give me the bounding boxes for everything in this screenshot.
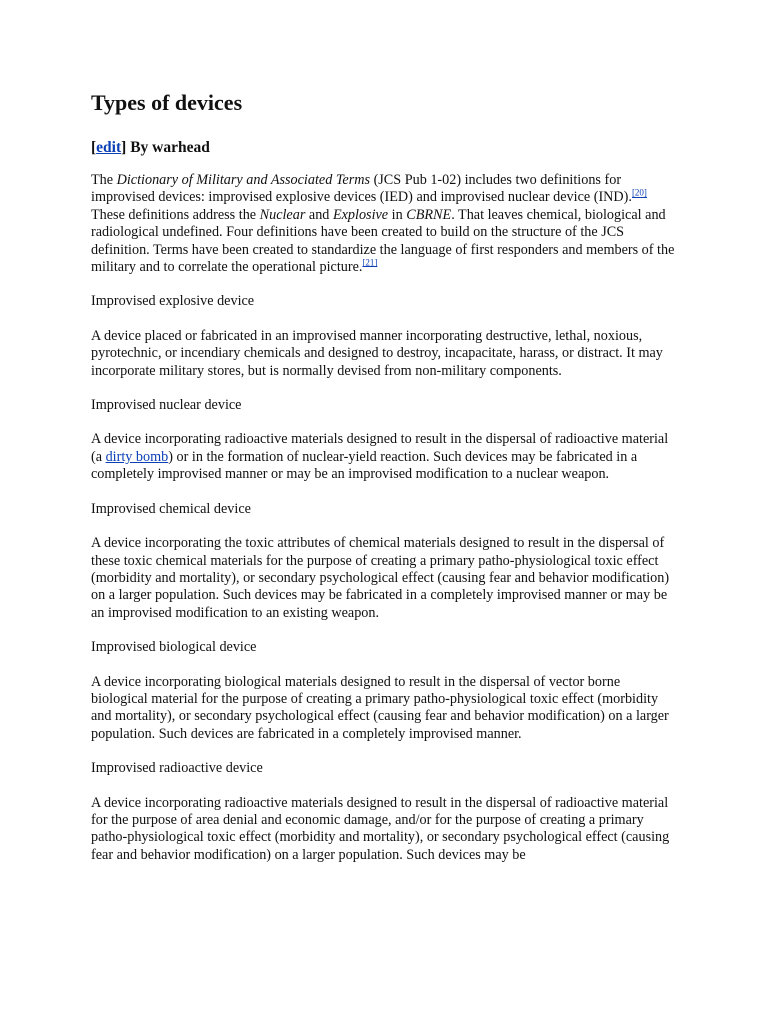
- ibd-label: Improvised biological device: [91, 639, 257, 656]
- icd-definition: A device incorporating the toxic attributes of chemical materials designed to result in the dispersal of these toxic chemical materials for the purpose of creating a primary patho-physiological toxic effect (morbidity and mortality), or secondary psychological effect (causing fear and behavior modification) on a larger population. Such devices may be fabricated in a completely improvised manner or may be an improvised modification to an existing weapon.: [91, 535, 670, 621]
- intro-paragraph: The Dictionary of Military and Associated Terms (JCS Pub 1-02) includes two definitions for improvised devices: improvised explosive devices (IED) and improvised nuclear device (IND).[20] These definitions address the Nuclear and Explosive in CBRNE. That leaves chemical, biological and radiological undefined. Four definitions have been created to build on the structure of the JCS definition. Terms have been created to standardize the language of first responders and members of the military and to correlate the operational picture.[21]: [91, 172, 675, 276]
- ied-label: Improvised explosive device: [91, 293, 255, 310]
- reference-link-21[interactable]: [21]: [362, 257, 378, 268]
- ibd-definition: A device incorporating biological materials designed to result in the dispersal of vector borne biological material for the purpose of creating a primary patho-physiological toxic effect (morbidity and mortality), or secondary psychological effect (causing fear and behavior modification) on a larger population. Such devices are fabricated in a completely improvised manner.: [91, 673, 669, 742]
- edit-link[interactable]: edit: [96, 139, 122, 156]
- dictionary-title: Dictionary of Military and Associated Terms: [116, 172, 371, 188]
- explosive-term: Explosive: [332, 206, 389, 223]
- icd-label: Improvised chemical device: [91, 500, 251, 517]
- page-title: Types of devices: [91, 90, 243, 115]
- cbrne-term: CBRNE: [406, 206, 452, 223]
- nuclear-term: Nuclear: [259, 206, 306, 223]
- reference-link-20[interactable]: [20]: [631, 187, 647, 198]
- ind-definition: A device incorporating radioactive materials designed to result in the dispersal of radioactive material (a dirty bomb) or in the formation of nuclear-yield reaction. Such devices may be fabricated in a completely improvised manner or may be an improvised modification to a nuclear weapon.: [91, 431, 669, 483]
- dirty-bomb-link[interactable]: dirty bomb: [105, 448, 169, 465]
- section-title: By warhead: [126, 139, 210, 156]
- section-heading: [91, 137, 680, 159]
- ird-definition: A device incorporating radioactive materials designed to result in the dispersal of radioactive material for the purpose of area denial and economic damage, and/or for the purpose of creating a primary patho-physiological toxic effect (morbidity and mortality), or secondary psychological effect (causing fear and behavior modification) on a larger population. Such devices may be: [91, 794, 670, 863]
- ind-label: Improvised nuclear device: [91, 397, 242, 414]
- ied-definition: A device placed or fabricated in an improvised manner incorporating destructive, lethal, noxious, pyrotechnic, or incendiary chemicals and designed to destroy, incapacitate, harass, or distract. It may incorporate military stores, but is normally devised from non-military components.: [91, 327, 663, 379]
- edit-bracket-open: [: [91, 139, 97, 156]
- ird-label: Improvised radioactive device: [91, 760, 263, 777]
- edit-bracket-close: ]: [121, 139, 127, 156]
